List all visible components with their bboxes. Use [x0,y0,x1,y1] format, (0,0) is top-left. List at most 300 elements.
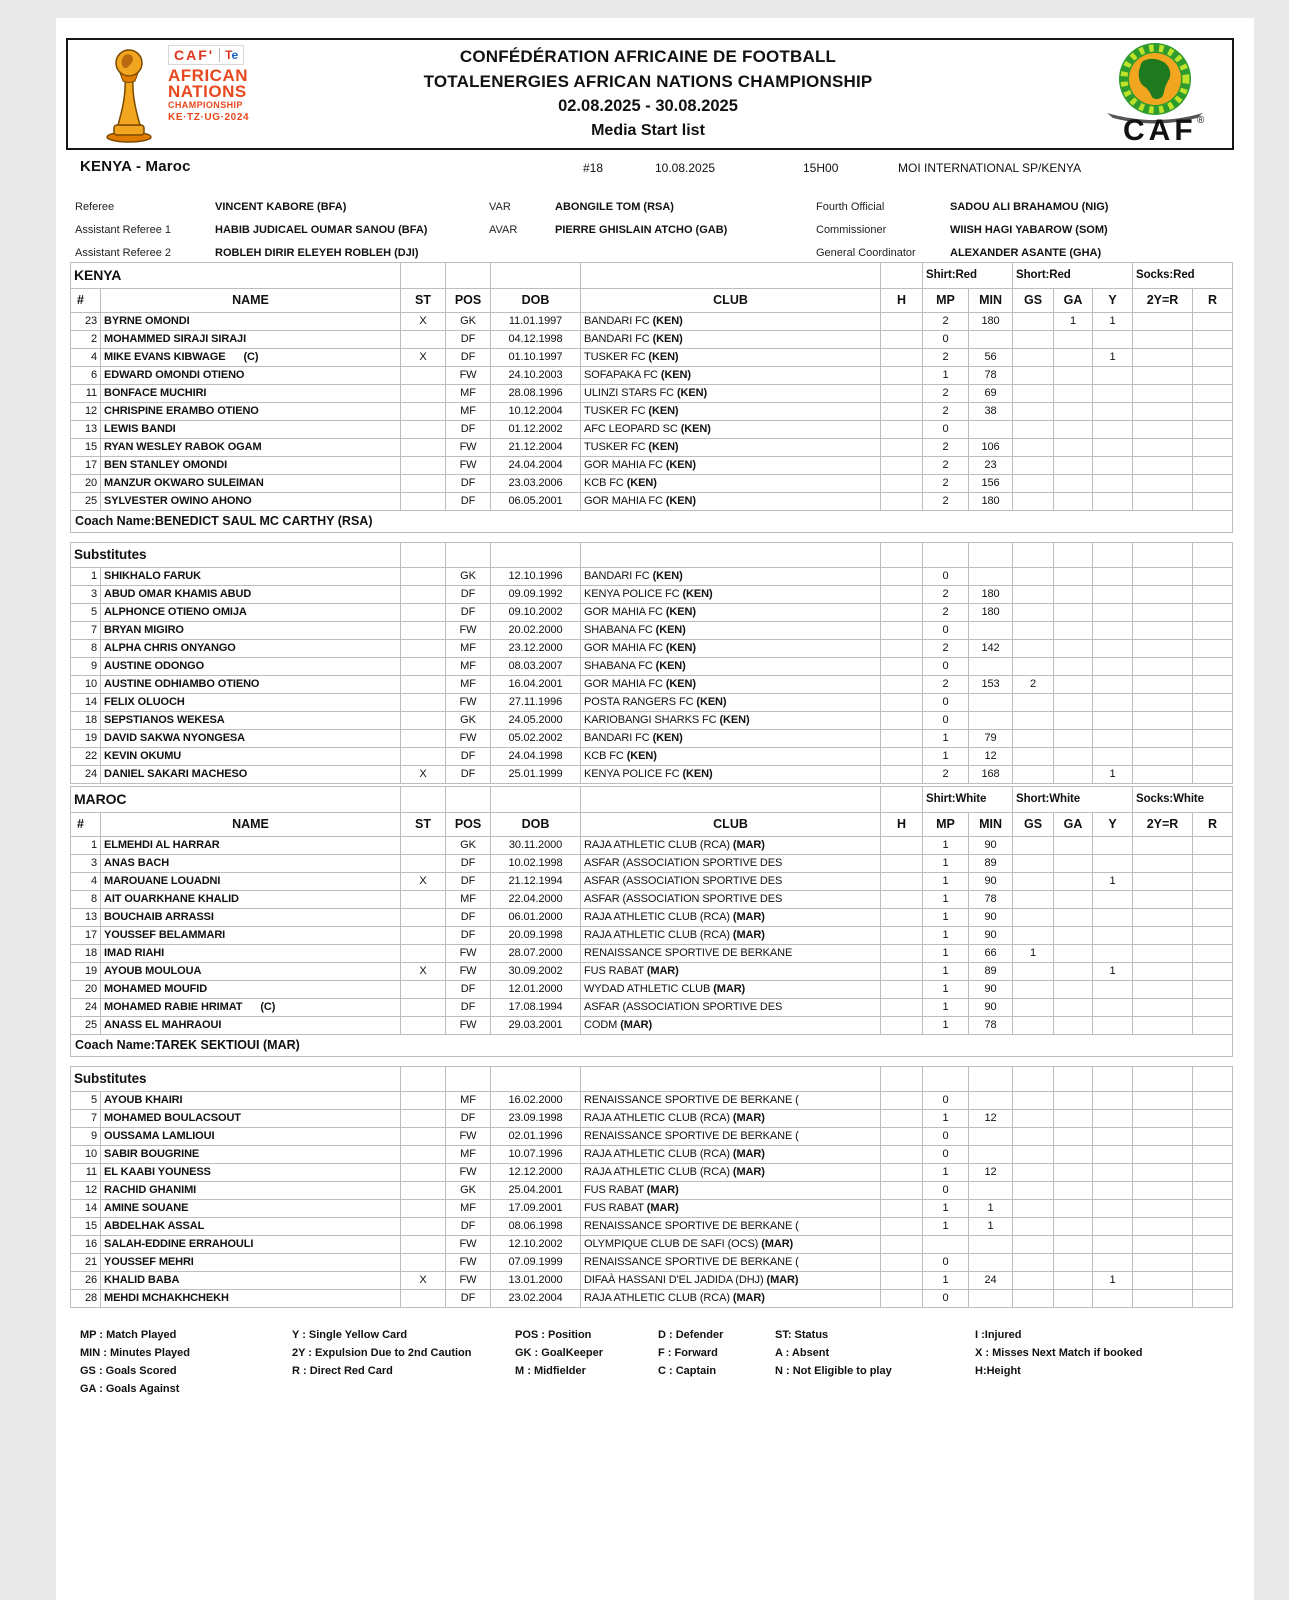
cell-gs [1013,475,1054,493]
cell-ga [1054,367,1093,385]
cell-mp: 2 [923,604,969,622]
cell-club [581,1092,881,1110]
cell-2y [1133,891,1193,909]
cell-mp: 0 [923,1128,969,1146]
cell-club [581,421,881,439]
cell-2y [1133,1254,1193,1272]
official-value: VINCENT KABORE (BFA) [215,201,347,213]
cell-gs [1013,999,1054,1017]
player-row [71,1128,1233,1146]
team-name: KENYA [71,263,401,289]
cell-min: 90 [969,873,1013,891]
cell-status [401,837,446,855]
official-fourth [816,196,1108,219]
player-row [71,1182,1233,1200]
cell-position: MF [446,1092,491,1110]
cell-y [1093,1254,1133,1272]
cell-height [881,604,923,622]
cell-ga [1054,963,1093,981]
cell-position: GK [446,568,491,586]
cell-min: 1 [969,1218,1013,1236]
player-row [71,1218,1233,1236]
cell-player-name [101,981,401,999]
cell-player-name [101,403,401,421]
cell-2y [1133,945,1193,963]
cell-height [881,568,923,586]
cell-r [1193,385,1233,403]
rosters-section [70,262,1232,1310]
empty-cell [969,543,1013,568]
cell-gs [1013,367,1054,385]
cell-club [581,586,881,604]
cell-number: 25 [71,493,101,511]
cell-2y [1133,586,1193,604]
cell-mp: 1 [923,1164,969,1182]
cell-min: 90 [969,837,1013,855]
player-name: DANIEL SAKARI MACHESO [104,768,248,780]
cell-dob: 10.12.2004 [491,403,581,421]
cell-club [581,457,881,475]
cell-position: GK [446,313,491,331]
cell-gs [1013,1200,1054,1218]
cell-status [401,909,446,927]
cell-number: 18 [71,945,101,963]
cell-y [1093,1236,1133,1254]
cell-min [969,622,1013,640]
cell-dob: 01.12.2002 [491,421,581,439]
cell-position: FW [446,1164,491,1182]
cell-2y [1133,1146,1193,1164]
logo-line-championship: CHAMPIONSHIP [168,100,243,110]
cell-dob: 30.09.2002 [491,963,581,981]
cell-dob: 20.09.1998 [491,927,581,945]
cell-2y [1133,493,1193,511]
club-name: RAJA ATHLETIC CLUB (RCA) [584,1166,730,1178]
player-name: BOUCHAIB ARRASSI [104,911,214,923]
cell-dob: 27.11.1996 [491,694,581,712]
cell-position: MF [446,891,491,909]
cell-min: 180 [969,586,1013,604]
club-country-code: (KEN) [648,405,679,417]
cell-2y [1133,748,1193,766]
cell-number: 6 [71,367,101,385]
match-time: 15H00 [803,161,839,175]
empty-cell [1054,543,1093,568]
cell-number: 14 [71,1200,101,1218]
empty-cell [1054,1067,1093,1092]
cell-y: 1 [1093,1272,1133,1290]
cell-y: 1 [1093,313,1133,331]
cell-mp: 1 [923,999,969,1017]
cell-number: 3 [71,855,101,873]
empty-cell [446,263,491,289]
player-name: SHIKHALO FARUK [104,570,201,582]
cell-status [401,586,446,604]
cell-club [581,981,881,999]
kit-socks: Socks:Red [1133,263,1233,289]
cell-2y [1133,475,1193,493]
player-name: MEHDI MCHAKHCHEKH [104,1292,229,1304]
cell-min: 66 [969,945,1013,963]
cell-club [581,1164,881,1182]
cell-min: 24 [969,1272,1013,1290]
empty-cell [1013,1067,1054,1092]
cell-height [881,1128,923,1146]
cell-dob: 10.07.1996 [491,1146,581,1164]
cell-r [1193,439,1233,457]
cell-height [881,837,923,855]
cell-player-name [101,1254,401,1272]
cell-club [581,945,881,963]
column-header: H [881,813,923,837]
cell-y [1093,622,1133,640]
cell-2y [1133,676,1193,694]
cell-number: 24 [71,999,101,1017]
cell-status [401,493,446,511]
cell-position: FW [446,1017,491,1035]
cell-r [1193,604,1233,622]
cell-mp [923,1236,969,1254]
cell-number: 12 [71,1182,101,1200]
cell-club [581,604,881,622]
cell-club [581,927,881,945]
cell-player-name [101,1200,401,1218]
cell-mp: 1 [923,1272,969,1290]
cell-2y [1133,313,1193,331]
cell-number: 24 [71,766,101,784]
cell-height [881,873,923,891]
cell-mp: 2 [923,640,969,658]
cell-dob: 01.10.1997 [491,349,581,367]
club-name: GOR MAHIA FC [584,678,663,690]
player-name: ABDELHAK ASSAL [104,1220,205,1232]
cell-mp: 0 [923,1146,969,1164]
cell-ga [1054,622,1093,640]
column-header: # [71,813,101,837]
column-header: NAME [101,813,401,837]
player-row [71,981,1233,999]
cell-position: FW [446,622,491,640]
cell-mp: 0 [923,331,969,349]
cell-gs [1013,1254,1054,1272]
cell-min: 90 [969,999,1013,1017]
team-header-row [71,787,1233,813]
empty-cell [401,787,446,813]
club-country-code: (KEN) [655,624,686,636]
player-row [71,403,1233,421]
cell-position: MF [446,676,491,694]
cell-position: MF [446,640,491,658]
cell-club [581,385,881,403]
legend-item: GA : Goals Against [80,1383,180,1395]
cell-y [1093,999,1133,1017]
cell-position: FW [446,963,491,981]
cell-y [1093,1218,1133,1236]
player-name: MANZUR OKWARO SULEIMAN [104,477,264,489]
cell-club [581,1128,881,1146]
cell-status [401,694,446,712]
player-row [71,945,1233,963]
cell-min: 153 [969,676,1013,694]
club-name: GOR MAHIA FC [584,606,663,618]
legend-column [80,1326,190,1398]
empty-cell [881,543,923,568]
cell-club [581,1254,881,1272]
club-name: SHABANA FC [584,624,653,636]
cell-mp: 1 [923,909,969,927]
cell-number: 21 [71,1254,101,1272]
player-row [71,855,1233,873]
cell-y [1093,568,1133,586]
player-name: AMINE SOUANE [104,1202,189,1214]
player-name: LEWIS BANDI [104,423,176,435]
cell-dob: 09.09.1992 [491,586,581,604]
club-name: ASFAR (ASSOCIATION SPORTIVE DES [584,875,783,887]
official-value: ABONGILE TOM (RSA) [555,201,674,213]
cell-ga [1054,1236,1093,1254]
official-value: PIERRE GHISLAIN ATCHO (GAB) [555,224,728,236]
empty-cell [401,263,446,289]
cell-y [1093,855,1133,873]
club-country-code: (KEN) [665,606,696,618]
cell-dob: 21.12.2004 [491,439,581,457]
club-country-code: (KEN) [719,714,750,726]
cell-status: X [401,313,446,331]
cell-player-name [101,586,401,604]
cell-r [1193,945,1233,963]
cell-height [881,1200,923,1218]
official-label: VAR [489,201,511,213]
cell-player-name [101,1128,401,1146]
cell-min [969,1128,1013,1146]
cell-number: 5 [71,1092,101,1110]
cell-ga [1054,331,1093,349]
club-name: POSTA RANGERS FC [584,696,694,708]
cell-r [1193,421,1233,439]
cell-number: 7 [71,622,101,640]
cell-r [1193,313,1233,331]
cell-player-name [101,1218,401,1236]
coach-name: Coach Name:TAREK SEKTIOUI (MAR) [71,1035,1233,1057]
cell-height [881,367,923,385]
club-name: TUSKER FC [584,405,646,417]
column-header: 2Y=R [1133,289,1193,313]
cell-player-name [101,1164,401,1182]
cell-dob: 23.09.1998 [491,1110,581,1128]
player-row [71,712,1233,730]
column-header: GA [1054,289,1093,313]
legend-column [658,1326,723,1380]
cell-status [401,331,446,349]
cell-2y [1133,1110,1193,1128]
player-name: AUSTINE ODONGO [104,660,205,672]
player-row [71,1110,1233,1128]
cell-player-name [101,331,401,349]
cell-position: DF [446,421,491,439]
club-name: KENYA POLICE FC [584,588,680,600]
cell-position: DF [446,999,491,1017]
cell-ga [1054,1254,1093,1272]
cell-ga [1054,1164,1093,1182]
cell-r [1193,730,1233,748]
cell-r [1193,568,1233,586]
club-name: RAJA ATHLETIC CLUB (RCA) [584,929,730,941]
cell-status: X [401,873,446,891]
cell-club [581,313,881,331]
club-name: RAJA ATHLETIC CLUB (RCA) [584,1148,730,1160]
cell-min [969,1236,1013,1254]
cell-mp: 1 [923,1110,969,1128]
club-country-code: (MAR) [713,983,746,995]
cell-position: DF [446,475,491,493]
cell-status [401,712,446,730]
cell-dob: 23.02.2004 [491,1290,581,1308]
cell-club [581,493,881,511]
column-header: CLUB [581,289,881,313]
club-name: TUSKER FC [584,441,646,453]
cell-min: 156 [969,475,1013,493]
header-titles [66,44,1230,143]
cell-player-name [101,1182,401,1200]
cell-height [881,1110,923,1128]
cell-position: MF [446,1200,491,1218]
player-name: SEPSTIANOS WEKESA [104,714,225,726]
legend-column [775,1326,892,1380]
legend-item: N : Not Eligible to play [775,1365,892,1377]
cell-min: 180 [969,493,1013,511]
cell-position: DF [446,349,491,367]
cell-mp: 2 [923,475,969,493]
official-label: Fourth Official [816,201,885,213]
cell-2y [1133,1128,1193,1146]
cell-ga [1054,855,1093,873]
caf-wordmark: CAF' [174,47,215,63]
cell-gs [1013,604,1054,622]
match-venue: MOI INTERNATIONAL SP/KENYA [898,161,1082,175]
cell-number: 9 [71,658,101,676]
club-name: DIFAÀ HASSANI D'EL JADIDA (DHJ) [584,1274,764,1286]
legend-item: M : Midfielder [515,1365,586,1377]
legend-column [975,1326,1142,1380]
cell-gs [1013,658,1054,676]
club-country-code: (KEN) [665,678,696,690]
player-name: ALPHONCE OTIENO OMIJA [104,606,247,618]
player-name: ABUD OMAR KHAMIS ABUD [104,588,252,600]
cell-min: 69 [969,385,1013,403]
cell-min: 168 [969,766,1013,784]
cell-position: DF [446,981,491,999]
player-row [71,694,1233,712]
club-country-code: (MAR) [732,1166,765,1178]
cell-player-name [101,1272,401,1290]
club-name: ULINZI STARS FC [584,387,674,399]
cell-y [1093,403,1133,421]
cell-ga [1054,658,1093,676]
club-name: RAJA ATHLETIC CLUB (RCA) [584,911,730,923]
column-header: Y [1093,289,1133,313]
cell-position: FW [446,439,491,457]
cell-gs [1013,403,1054,421]
cell-status [401,1128,446,1146]
cell-number: 4 [71,873,101,891]
cell-r [1193,676,1233,694]
official-avar [489,219,727,242]
empty-cell [1193,1067,1233,1092]
cell-height [881,421,923,439]
cell-ga [1054,457,1093,475]
cell-status [401,1146,446,1164]
cell-club [581,909,881,927]
cell-number: 19 [71,963,101,981]
cell-height [881,658,923,676]
cell-r [1193,475,1233,493]
player-name: OUSSAMA LAMLIOUI [104,1130,215,1142]
cell-number: 26 [71,1272,101,1290]
player-row [71,1146,1233,1164]
column-header: POS [446,813,491,837]
cell-height [881,999,923,1017]
cell-min: 23 [969,457,1013,475]
cell-y [1093,712,1133,730]
empty-cell [581,1067,881,1092]
cell-player-name [101,1110,401,1128]
player-row [71,1017,1233,1035]
cell-position: DF [446,331,491,349]
cell-position: FW [446,1128,491,1146]
cell-min [969,1092,1013,1110]
player-row [71,493,1233,511]
cell-gs [1013,421,1054,439]
cell-ga [1054,493,1093,511]
cell-2y [1133,1272,1193,1290]
cell-y [1093,1128,1133,1146]
club-country-code: (KEN) [682,588,713,600]
cell-y: 1 [1093,963,1133,981]
cell-dob: 23.03.2006 [491,475,581,493]
cell-dob: 04.12.1998 [491,331,581,349]
cell-status [401,568,446,586]
kit-short: Short:White [1013,787,1133,813]
official-label: Referee [75,201,115,213]
cell-mp: 1 [923,1200,969,1218]
player-name: ELMEHDI AL HARRAR [104,839,220,851]
player-row [71,676,1233,694]
cell-position: DF [446,493,491,511]
club-name: RENAISSANCE SPORTIVE DE BERKANE [584,947,793,959]
cell-position: DF [446,1110,491,1128]
cell-2y [1133,622,1193,640]
cell-r [1193,1290,1233,1308]
club-country-code: (KEN) [665,495,696,507]
legend-item: C : Captain [658,1365,717,1377]
cell-ga [1054,730,1093,748]
column-header: DOB [491,813,581,837]
cell-mp: 1 [923,1218,969,1236]
club-name: GOR MAHIA FC [584,642,663,654]
cell-2y [1133,1236,1193,1254]
cell-player-name [101,367,401,385]
cell-status [401,622,446,640]
cell-status: X [401,349,446,367]
team-name: MAROC [71,787,401,813]
cell-mp: 1 [923,1017,969,1035]
player-row [71,748,1233,766]
club-name: RENAISSANCE SPORTIVE DE BERKANE ( [584,1256,799,1268]
player-row [71,640,1233,658]
cell-height [881,403,923,421]
cell-dob: 25.01.1999 [491,766,581,784]
cell-r [1193,658,1233,676]
